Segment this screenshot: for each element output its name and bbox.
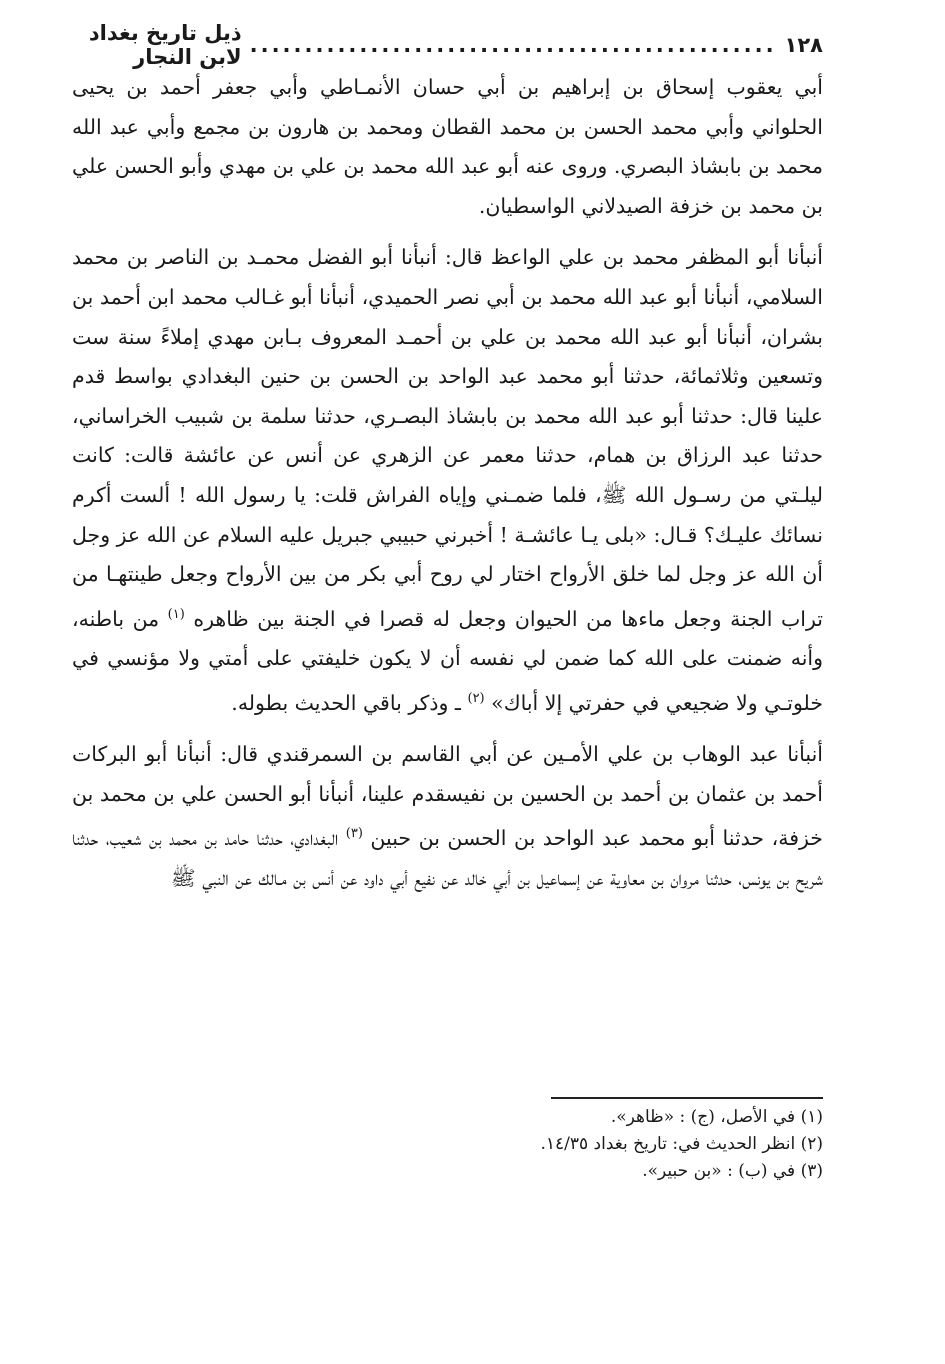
paragraph-text: ـ وذكر باقي الحديث بطوله.	[231, 690, 461, 715]
paragraph-1	[72, 68, 823, 226]
paragraph-2	[72, 238, 823, 723]
paragraph-text: من باطنه، وأنه ضمنت على الله كما ضمن لي نفسه أن لا يكون خليفتي على أمتي ولا مؤنسي في خلوتـي ولا ضجيعي في حفرتي إلا أباك»	[72, 606, 823, 715]
footnotes	[323, 1104, 823, 1185]
footnote-marker-1: (١)	[167, 606, 185, 622]
footnote-3: (٣) في (ب) : «بن حبير».	[642, 1161, 823, 1181]
book-title: ذيل تاريخ بغداد لابن النجار	[88, 21, 242, 69]
page-header	[72, 21, 823, 69]
main-text	[72, 68, 823, 898]
paragraph-3	[72, 735, 823, 898]
footnote-marker-2: (٢)	[467, 690, 485, 706]
footnote-2: (٢) انظر الحديث في: تاريخ بغداد ١٤/٣٥.	[540, 1134, 823, 1154]
header-dots: ................................................	[249, 33, 777, 57]
footnote-marker-3: (٣)	[345, 826, 363, 842]
paragraph-text: أنبأنا عبد الوهاب بن علي الأمـين عن أبي القاسم بن السمرقندي قال: أنبأنا أبو البركات أحمد بن عثمان بن أحمد بن الحسين بن نفيسقدم علينا، أنبأنا أبو الحسن علي بن محمد بن خزفة، حدثنا أبو محمد عبد الواحد بن الحسن بن حبين	[72, 742, 823, 851]
paragraph-text: أنبأنا أبو المظفر محمد بن علي الواعظ قال: أنبأنا أبو الفضل محمـد بن الناصر بن محمد السلامي، أنبأنا أبو عبد الله محمد بن أبي نصر الحميدي، أنبأنا أبو غـالب محمد ابن أحمد بن بشران، أنبأنا أبو عبد الله محمد بن علي بن أحمـد المعروف بـابن مهدي إملاءً سنة ست وتسعين وثلاثمائة، حدثنا أبو محمد عبد الواحد بن الحسن بن حنين البغدادي بواسط قدم علينا قال: حدثنا أبو عبد الله محمد بن بابشاذ البصـري، حدثنا سلمة بن شبيب الخراساني، حدثنا عبد الرزاق بن همام، حدثنا معمر عن الزهري عن أنس عن عائشة قالت: كانت ليلـتي من رسـول الله ﷺ، فلما ضمـني وإياه الفراش قلت: يا رسول الله ! ألست أكرم نسائك عليـك؟ قـال: «بلى يـا عائشـة ! أخبرني حبيبي جبريل عليه السلام عن الله عز وجل أن الله عز وجل لما خلق الأرواح اختار لي روح أبي بكر من بين الأرواح وجعل طينتهـا من تراب الجنة وجعل ماءها من الحيوان وجعل له قصرا في الجنة بين ظاهره	[72, 245, 823, 631]
paragraph-text: البغدادي، حدثنا حامد بن محمد بن شعيب، حدثنا شريح بن يونس، حدثنا مروان بن معاوية عن إسماعيل بن أبي خالد عن نفيع أبي داود عن أنس بن مـالك عن النبي ﷺ	[72, 826, 823, 890]
paragraph-text: أبي يعقوب إسحاق بن إبراهيم بن أبي حسان الأنمـاطي وأبي جعفر أحمد بن يحيى الحلواني وأبي محمد الحسن بن محمد القطان ومحمد بن هارون بن مجمع وأبي عبد الله محمد بن بابشاذ البصري. وروى عنه أبو عبد الله محمد بن علي بن مهدي وأبو الحسن علي بن محمد بن خزفة الصيدلاني الواسطيان.	[72, 75, 823, 218]
footnote-divider	[551, 1097, 823, 1099]
footnote-1: (١) في الأصل، (ج) : «ظاهر».	[610, 1107, 823, 1127]
page-number: ١٢٨	[784, 33, 823, 57]
